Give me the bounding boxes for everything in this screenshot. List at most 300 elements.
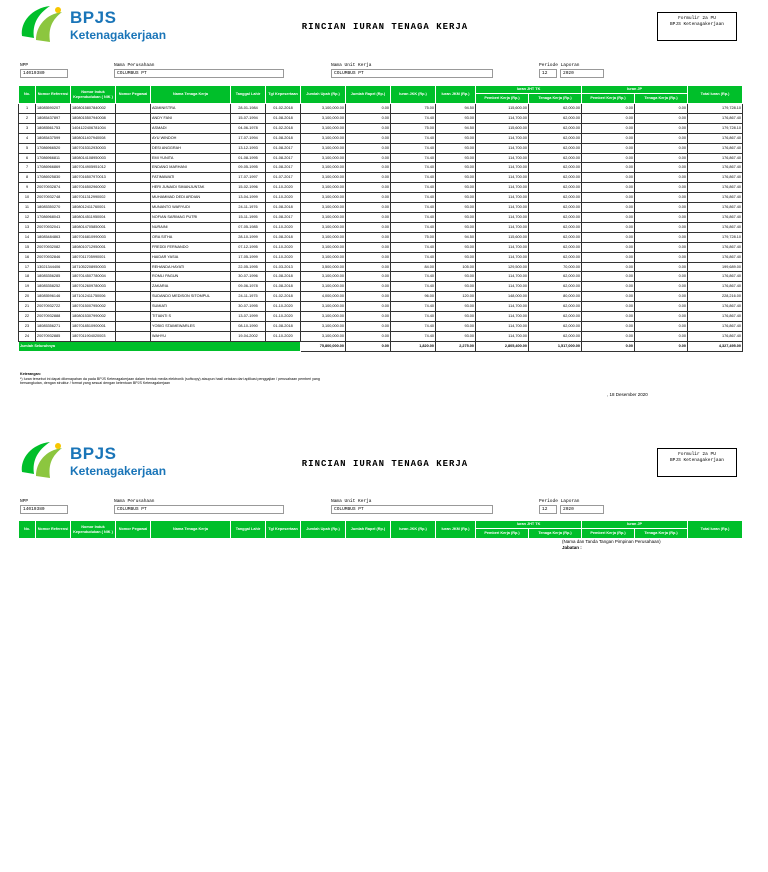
cell-wage: 3,100,000.00	[301, 143, 346, 153]
cell-jht-pk: 129,500.00	[476, 262, 529, 272]
table-row	[19, 272, 743, 282]
cell-total: 228,216.00	[688, 292, 743, 302]
header-jkk: Iuran JKK (Rp.)	[391, 86, 436, 104]
signature-position-label: Jabatan :	[562, 545, 582, 550]
cell-nik: 1807015007950002	[71, 302, 116, 312]
cell-jht-tk: 62,000.00	[529, 153, 582, 163]
cell-jp-tk: 0.00	[635, 272, 688, 282]
cell-emp	[116, 282, 151, 292]
cell-ref: 20070932885	[36, 331, 71, 341]
cell-jp-tk: 0.00	[635, 212, 688, 222]
bpjs-logo	[18, 440, 188, 482]
cell-rapel: 0.00	[346, 143, 391, 153]
cell-name: NURAINI	[151, 222, 231, 232]
cell-join: 01-07-2017	[266, 173, 301, 183]
period-field	[539, 499, 609, 514]
cell-jp-pk: 0.00	[582, 272, 635, 282]
cell-join: 01-10-2020	[266, 222, 301, 232]
table-row	[19, 302, 743, 312]
cell-jht-tk: 62,000.00	[529, 272, 582, 282]
brand-line-1: BPJS	[70, 8, 117, 27]
cell-jp-tk: 0.00	[635, 321, 688, 331]
cell-jp-pk: 0.00	[582, 242, 635, 252]
notes-text: *) Iuran tersebut ini dapat dikenapahan da pada BPJS Ketenagakerjaan dalam bentuk media elektronik (softcopy) ataupun hasil cetakan dari aplikasi penggajian / perusahaan pemberi yang bersangkutan, dengan struktur / format yang sesuai dengan ketentuan BPJS Ketenagakerjaan	[20, 376, 320, 386]
table-row	[19, 113, 743, 123]
cell-jkm: 93.00	[436, 312, 476, 322]
cell-jp-pk: 0.00	[582, 232, 635, 242]
cell-emp	[116, 292, 151, 302]
cell-ref: 20070932846	[36, 252, 71, 262]
period-month: 12	[539, 505, 557, 514]
cell-wage: 3,100,000.00	[301, 232, 346, 242]
cell-jp-tk: 0.00	[635, 123, 688, 133]
cell-jkm: 120.00	[436, 292, 476, 302]
cell-rapel: 0.00	[346, 113, 391, 123]
table-body	[19, 104, 743, 342]
cell-dob: 09-06-1978	[231, 282, 266, 292]
cell-jp-tk: 0.00	[635, 163, 688, 173]
cell-ref: 18085596146	[36, 292, 71, 302]
cell-jkk: 75.00	[391, 104, 436, 114]
cell-dob: 28-10-1999	[231, 232, 266, 242]
cell-dob: 24-11-1975	[231, 292, 266, 302]
cell-name: TITIANTI S	[151, 312, 231, 322]
npp-field	[20, 63, 68, 78]
cell-wage: 3,100,000.00	[301, 104, 346, 114]
cell-jht-pk: 114,700.00	[476, 143, 529, 153]
cell-jkm: 93.00	[436, 193, 476, 203]
notes-title: Keterangan:	[20, 372, 41, 376]
cell-name: ORA SITHA	[151, 232, 231, 242]
cell-jkk: 74.40	[391, 203, 436, 213]
cell-nik: 1807015312930003	[71, 143, 116, 153]
table-row	[19, 292, 743, 302]
cell-no: 9	[19, 183, 36, 193]
cell-jp-tk: 0.00	[635, 104, 688, 114]
cell-total: 176,867.40	[688, 272, 743, 282]
cell-nik: 1808012411760001	[71, 203, 116, 213]
cell-dob: 28-01-1984	[231, 104, 266, 114]
form-code-box	[657, 448, 737, 477]
cell-wage: 3,100,000.00	[301, 153, 346, 163]
cell-jht-pk: 114,700.00	[476, 153, 529, 163]
table-row	[19, 222, 743, 232]
cell-wage: 3,500,000.00	[301, 262, 346, 272]
cell-jht-tk: 62,000.00	[529, 302, 582, 312]
cell-jp-pk: 0.00	[582, 212, 635, 222]
table-row	[19, 104, 743, 114]
cell-jkk: 75.00	[391, 123, 436, 133]
cell-rapel: 0.00	[346, 331, 391, 341]
table-row	[19, 183, 743, 193]
cell-jht-tk: 62,000.00	[529, 321, 582, 331]
header-jht-tk: Tenaga Kerja (Rp.)	[529, 94, 582, 104]
cell-wage: 3,100,000.00	[301, 113, 346, 123]
cell-wage: 3,100,000.00	[301, 212, 346, 222]
cell-jp-tk: 0.00	[635, 302, 688, 312]
company-label: Nama Perusahaan	[114, 499, 155, 504]
cell-jht-pk: 114,700.00	[476, 242, 529, 252]
cell-dob: 24-11-1976	[231, 203, 266, 213]
unit-label: Nama Unit Kerja	[331, 499, 372, 504]
cell-nik: 1807011705990001	[71, 252, 116, 262]
header-jht-tk: Tenaga Kerja (Rp.)	[529, 529, 582, 539]
bpjs-logo-icon	[18, 4, 68, 44]
header-jht: Iuran JHT TK	[476, 521, 582, 529]
cell-jp-pk: 0.00	[582, 262, 635, 272]
cell-jkm: 93.00	[436, 222, 476, 232]
cell-total: 176,867.40	[688, 321, 743, 331]
cell-jht-tk: 62,000.00	[529, 222, 582, 232]
cell-no: 1	[19, 104, 36, 114]
cell-jp-tk: 0.00	[635, 113, 688, 123]
cell-no: 24	[19, 331, 36, 341]
total-jht-pk: 2,805,400.00	[476, 341, 529, 351]
npp-field	[20, 499, 68, 514]
cell-jht-tk: 62,000.00	[529, 183, 582, 193]
cell-wage: 3,100,000.00	[301, 123, 346, 133]
cell-ref: 20070932722	[36, 302, 71, 312]
cell-jkm: 93.00	[436, 331, 476, 341]
cell-rapel: 0.00	[346, 153, 391, 163]
cell-join: 01-08-2017	[266, 143, 301, 153]
cell-join: 01-02-2018	[266, 123, 301, 133]
table-row	[19, 282, 743, 292]
cell-no: 16	[19, 252, 36, 262]
unit-label: Nama Unit Kerja	[331, 63, 372, 68]
cell-wage: 3,100,000.00	[301, 272, 346, 282]
cell-jp-tk: 0.00	[635, 183, 688, 193]
header-wage: Jumlah Upah (Rp.)	[301, 86, 346, 104]
cell-ref: 18085350270	[36, 203, 71, 213]
cell-jp-tk: 0.00	[635, 193, 688, 203]
cell-jkk: 74.40	[391, 242, 436, 252]
cell-wage: 3,100,000.00	[301, 193, 346, 203]
cell-name: ROMLI PAGUN	[151, 272, 231, 282]
cell-jht-pk: 148,000.00	[476, 292, 529, 302]
header-jkm: Iuran JKM (Rp.)	[436, 86, 476, 104]
cell-jkm: 94.50	[436, 232, 476, 242]
cell-jht-pk: 114,700.00	[476, 212, 529, 222]
cell-name: MUHAMMAD DEDI ARDIAN	[151, 193, 231, 203]
cell-rapel: 0.00	[346, 292, 391, 302]
cell-ref: 20070932748	[36, 193, 71, 203]
cell-dob: 15-11-1995	[231, 212, 266, 222]
cell-no: 12	[19, 212, 36, 222]
cell-name: HAIDAR YASIA	[151, 252, 231, 262]
cell-jht-tk: 62,000.00	[529, 282, 582, 292]
cell-total: 176,867.40	[688, 242, 743, 252]
cell-nik: 1807016810990003	[71, 232, 116, 242]
cell-rapel: 0.00	[346, 242, 391, 252]
cell-emp	[116, 242, 151, 252]
cell-name: FATIMAWATI	[151, 173, 231, 183]
cell-jht-tk: 62,000.00	[529, 133, 582, 143]
cell-jp-pk: 0.00	[582, 331, 635, 341]
cell-jp-pk: 0.00	[582, 104, 635, 114]
header-name: Nama Tenaga Kerja	[151, 521, 231, 539]
header-ref: Nomor Referensi	[36, 86, 71, 104]
table-row	[19, 173, 743, 183]
contribution-table-header	[18, 520, 743, 539]
cell-rapel: 0.00	[346, 173, 391, 183]
cell-join: 01-08-2018	[266, 282, 301, 292]
cell-rapel: 0.00	[346, 302, 391, 312]
form-code-line-2: BPJS Ketenagakerjaan	[669, 22, 724, 27]
cell-ref: 18085561753	[36, 123, 71, 133]
cell-rapel: 0.00	[346, 252, 391, 262]
cell-jkm: 93.00	[436, 252, 476, 262]
period-field	[539, 63, 609, 78]
cell-jp-pk: 0.00	[582, 282, 635, 292]
bpjs-logo-icon	[18, 440, 68, 480]
table-row	[19, 321, 743, 331]
cell-ref: 18085590207	[36, 104, 71, 114]
cell-dob: 13-12-1993	[231, 143, 266, 153]
header-emp: Nomor Pegawai	[116, 521, 151, 539]
cell-jkk: 74.40	[391, 222, 436, 232]
company-field	[114, 63, 284, 78]
cell-dob: 13-04-1999	[231, 193, 266, 203]
header-emp: Nomor Pegawai	[116, 86, 151, 104]
cell-rapel: 0.00	[346, 183, 391, 193]
cell-total: 176,867.40	[688, 282, 743, 292]
cell-name: SUDANDO MEDISON SITOMPUL	[151, 292, 231, 302]
header-jp-pk: Pemberi Kerja (Rp.)	[582, 529, 635, 539]
cell-jht-pk: 114,700.00	[476, 173, 529, 183]
cell-jkm: 93.00	[436, 203, 476, 213]
header-jht-pk: Pemberi Kerja (Rp.)	[476, 529, 529, 539]
header-name: Nama Tenaga Kerja	[151, 86, 231, 104]
cell-jkm: 93.00	[436, 183, 476, 193]
cell-emp	[116, 302, 151, 312]
cell-jht-tk: 62,000.00	[529, 113, 582, 123]
cell-jkm: 93.00	[436, 113, 476, 123]
cell-jp-tk: 0.00	[635, 312, 688, 322]
cell-emp	[116, 203, 151, 213]
cell-rapel: 0.00	[346, 133, 391, 143]
cell-jht-pk: 114,700.00	[476, 133, 529, 143]
cell-no: 7	[19, 163, 36, 173]
cell-jht-tk: 62,000.00	[529, 312, 582, 322]
cell-emp	[116, 252, 151, 262]
header-nik: Nomor Induk Kependudukan ( NIK )	[71, 86, 116, 104]
cell-no: 10	[19, 193, 36, 203]
cell-jkk: 74.40	[391, 312, 436, 322]
cell-no: 3	[19, 123, 36, 133]
cell-total: 176,867.40	[688, 331, 743, 341]
cell-nik: 1808014705850001	[71, 222, 116, 232]
cell-total: 176,867.40	[688, 252, 743, 262]
header-jp: Iuran JP	[582, 521, 688, 529]
page-title: RINCIAN IURAN TENAGA KERJA	[301, 22, 469, 32]
cell-jp-pk: 0.00	[582, 312, 635, 322]
cell-jht-tk: 62,000.00	[529, 193, 582, 203]
company-value: COLUMBUS PT	[114, 69, 284, 78]
cell-emp	[116, 104, 151, 114]
npp-label: NPP	[20, 63, 29, 68]
cell-jp-tk: 0.00	[635, 282, 688, 292]
cell-jht-tk: 62,000.00	[529, 143, 582, 153]
cell-jp-pk: 0.00	[582, 113, 635, 123]
cell-jkk: 74.40	[391, 113, 436, 123]
cell-jp-pk: 0.00	[582, 133, 635, 143]
cell-name: FREDDI FERNANDO	[151, 242, 231, 252]
header-wage: Jumlah Upah (Rp.)	[301, 521, 346, 539]
cell-total: 179,728.10	[688, 104, 743, 114]
cell-wage: 3,100,000.00	[301, 203, 346, 213]
cell-jkm: 93.00	[436, 163, 476, 173]
cell-jht-pk: 114,700.00	[476, 193, 529, 203]
cell-join: 01-08-2017	[266, 153, 301, 163]
cell-emp	[116, 262, 151, 272]
cell-jht-tk: 62,000.00	[529, 123, 582, 133]
header-total: Total Iuran (Rp.)	[688, 521, 743, 539]
cell-ref: 18085437599	[36, 133, 71, 143]
total-jp-pk: 0.00	[582, 341, 635, 351]
table-row	[19, 212, 743, 222]
cell-dob: 17-05-1999	[231, 252, 266, 262]
cell-join: 01-08-2018	[266, 321, 301, 331]
npp-value: 14019380	[20, 69, 68, 78]
cell-join: 01-02-2018	[266, 104, 301, 114]
npp-label: NPP	[20, 499, 29, 504]
cell-name: ZAKARIA	[151, 282, 231, 292]
cell-dob: 15-07-1994	[231, 113, 266, 123]
cell-rapel: 0.00	[346, 312, 391, 322]
cell-name: ADMINISTRA	[151, 104, 231, 114]
cell-jp-pk: 0.00	[582, 163, 635, 173]
total-label: Jumlah Seluruhnya	[19, 341, 301, 351]
cell-jp-pk: 0.00	[582, 321, 635, 331]
cell-jht-tk: 62,000.00	[529, 331, 582, 341]
cell-jht-pk: 115,600.00	[476, 104, 529, 114]
period-year: 2020	[560, 69, 604, 78]
report-page-2	[0, 432, 768, 872]
cell-jkk: 74.40	[391, 272, 436, 282]
cell-join: 01-10-2020	[266, 252, 301, 262]
cell-jkm: 94.50	[436, 104, 476, 114]
cell-jkk: 74.40	[391, 193, 436, 203]
cell-jkk: 74.40	[391, 282, 436, 292]
header-rapel: Jumlah Rapel (Rp.)	[346, 86, 391, 104]
unit-field	[331, 63, 493, 78]
cell-emp	[116, 212, 151, 222]
cell-dob: 30-07-1995	[231, 302, 266, 312]
cell-no: 23	[19, 321, 36, 331]
cell-wage: 3,100,000.00	[301, 133, 346, 143]
cell-jkk: 75.00	[391, 232, 436, 242]
table-row	[19, 153, 743, 163]
cell-jkk: 74.40	[391, 153, 436, 163]
cell-jp-pk: 0.00	[582, 203, 635, 213]
cell-ref: 18085356271	[36, 321, 71, 331]
signature-name-label: (Nama dan Tanda Tangan Pimpinan Perusahaan)	[562, 539, 661, 544]
cell-nik: 1807016502960002	[71, 183, 116, 193]
cell-jp-pk: 0.00	[582, 123, 635, 133]
cell-rapel: 0.00	[346, 163, 391, 173]
cell-wage: 3,100,000.00	[301, 312, 346, 322]
cell-emp	[116, 183, 151, 193]
header-jp-pk: Pemberi Kerja (Rp.)	[582, 94, 635, 104]
cell-rapel: 0.00	[346, 123, 391, 133]
cell-jht-pk: 114,700.00	[476, 282, 529, 292]
cell-emp	[116, 163, 151, 173]
header-dob: Tanggal Lahir	[231, 86, 266, 104]
cell-ref: 17086925830	[36, 173, 71, 183]
cell-no: 21	[19, 302, 36, 312]
cell-rapel: 0.00	[346, 272, 391, 282]
cell-emp	[116, 133, 151, 143]
cell-jkm: 93.00	[436, 272, 476, 282]
cell-total: 176,867.40	[688, 312, 743, 322]
cell-jht-tk: 62,000.00	[529, 232, 582, 242]
cell-ref: 18085358252	[36, 282, 71, 292]
table-row	[19, 232, 743, 242]
cell-nik: 1807014507780004	[71, 272, 116, 282]
header-join: Tgl Kepesertaan	[266, 521, 301, 539]
cell-total: 176,867.40	[688, 133, 743, 143]
cell-nik: 1808010712950001	[71, 242, 116, 252]
page-title: RINCIAN IURAN TENAGA KERJA	[301, 459, 469, 469]
cell-join: 01-08-2018	[266, 133, 301, 143]
cell-jp-tk: 0.00	[635, 222, 688, 232]
cell-nik: 1808011407940008	[71, 133, 116, 143]
cell-join: 01-08-2018	[266, 203, 301, 213]
cell-no: 22	[19, 312, 36, 322]
header-dob: Tanggal Lahir	[231, 521, 266, 539]
cell-jp-pk: 0.00	[582, 173, 635, 183]
cell-wage: 3,100,000.00	[301, 302, 346, 312]
cell-name: WAHYU	[151, 331, 231, 341]
cell-join: 01-08-2018	[266, 272, 301, 282]
header-ref: Nomor Referensi	[36, 521, 71, 539]
total-all: 4,327,495.00	[688, 341, 743, 351]
cell-jp-pk: 0.00	[582, 193, 635, 203]
cell-dob: 30-07-1996	[231, 272, 266, 282]
cell-jht-pk: 114,700.00	[476, 272, 529, 282]
cell-emp	[116, 222, 151, 232]
cell-nik: 1808014511950004	[71, 212, 116, 222]
cell-jkk: 74.40	[391, 173, 436, 183]
cell-no: 8	[19, 173, 36, 183]
cell-nik: 1808015507940008	[71, 113, 116, 123]
cell-wage: 3,100,000.00	[301, 282, 346, 292]
cell-emp	[116, 123, 151, 133]
cell-emp	[116, 143, 151, 153]
table-row	[19, 143, 743, 153]
cell-wage: 3,100,000.00	[301, 331, 346, 341]
header-jp-tk: Tenaga Kerja (Rp.)	[635, 94, 688, 104]
cell-jp-tk: 0.00	[635, 262, 688, 272]
cell-emp	[116, 232, 151, 242]
cell-ref: 17086966811	[36, 153, 71, 163]
cell-jp-pk: 0.00	[582, 292, 635, 302]
cell-jp-tk: 0.00	[635, 232, 688, 242]
header-jp: Iuran JP	[582, 86, 688, 94]
cell-jht-pk: 115,600.00	[476, 123, 529, 133]
cell-nik: 1807018510900001	[71, 321, 116, 331]
cell-join: 01-03-2013	[266, 262, 301, 272]
cell-ref: 18085437897	[36, 113, 71, 123]
cell-dob: 07-05-1985	[231, 222, 266, 232]
cell-rapel: 0.00	[346, 203, 391, 213]
company-value: COLUMBUS PT	[114, 505, 284, 514]
cell-no: 6	[19, 153, 36, 163]
cell-jht-pk: 114,700.00	[476, 222, 529, 232]
cell-jht-tk: 62,000.00	[529, 242, 582, 252]
cell-nik: 1807014905951012	[71, 163, 116, 173]
